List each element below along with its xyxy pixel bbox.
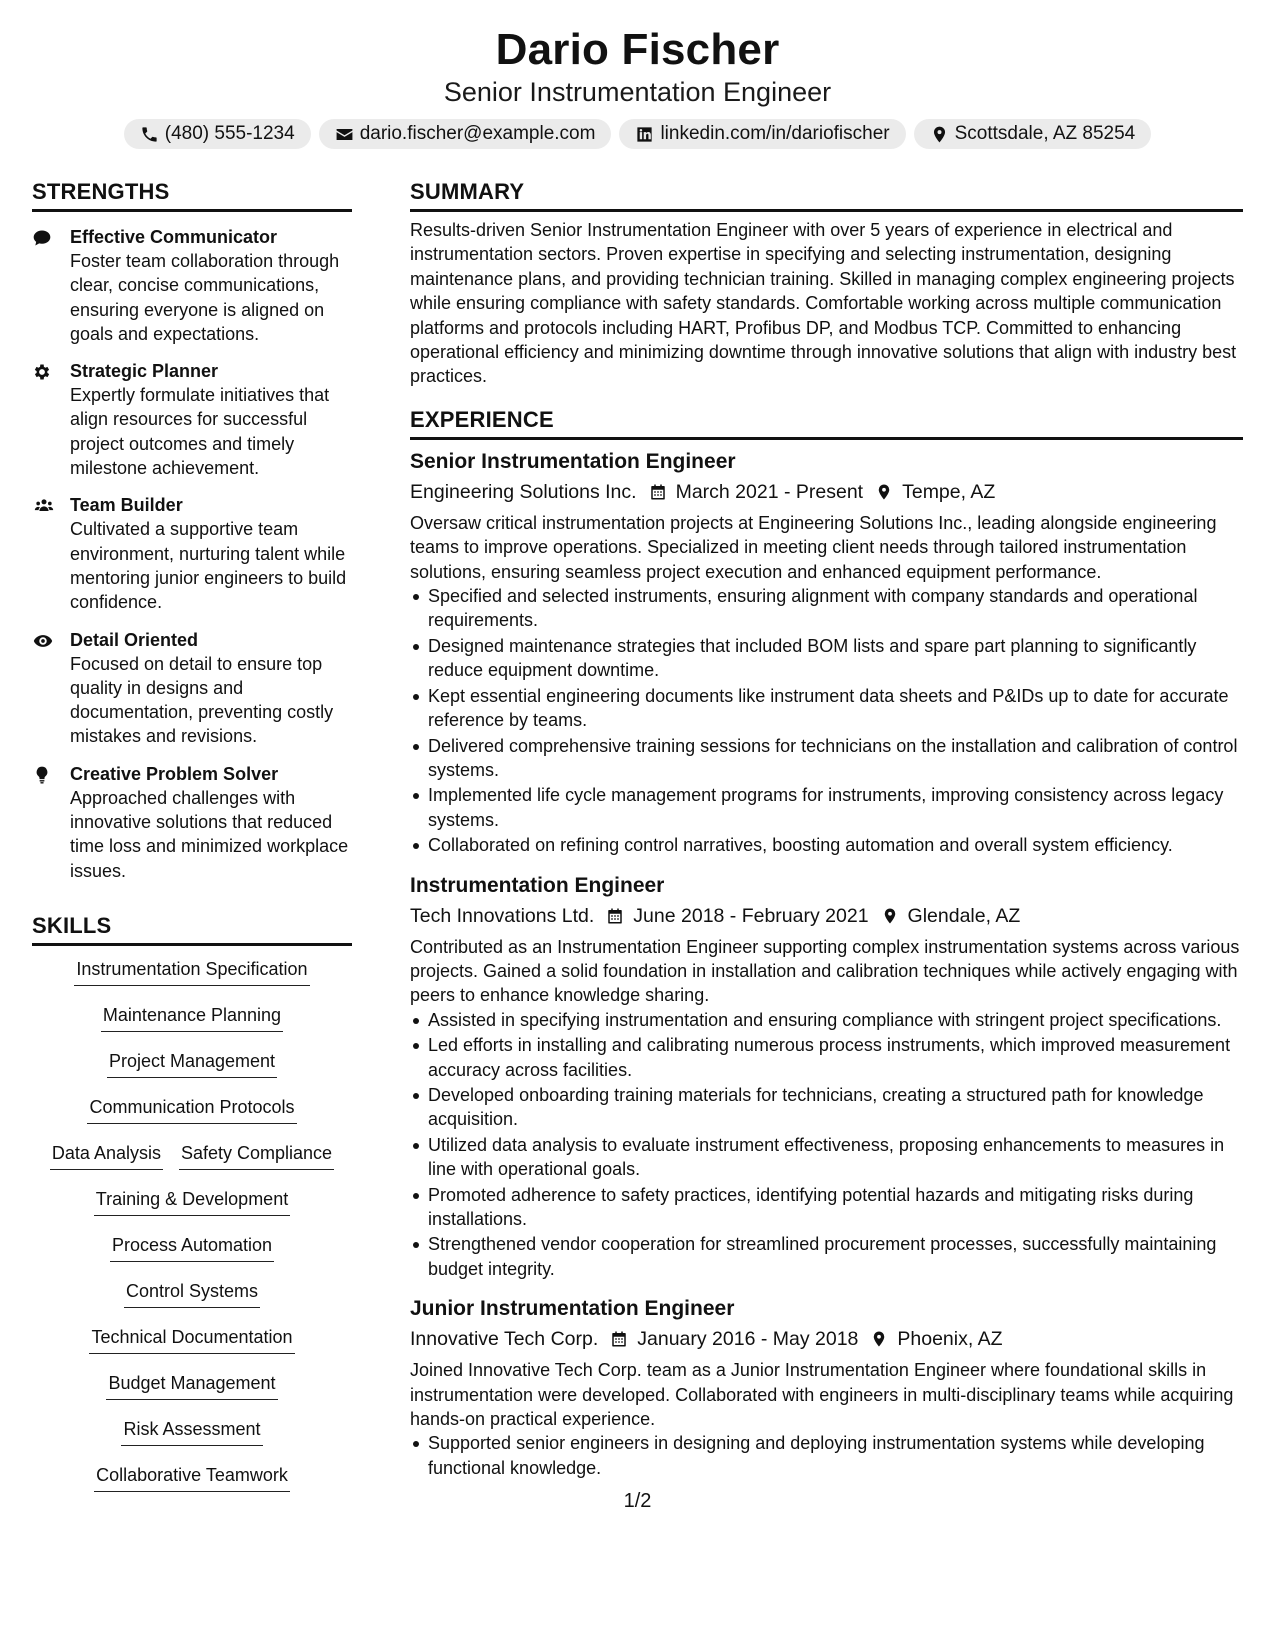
- job-company: Tech Innovations Ltd.: [410, 904, 595, 927]
- page-number: 1/2: [623, 1490, 652, 1512]
- job-location: Phoenix, AZ: [897, 1328, 1003, 1351]
- job-bullets: [410, 1008, 1243, 1281]
- calendar-icon: [606, 907, 624, 925]
- skill-tag: Project Management: [107, 1046, 277, 1078]
- envelope-icon: [335, 125, 354, 144]
- strength-item: [32, 628, 352, 749]
- job-location: Tempe, AZ: [902, 480, 996, 503]
- skill-tag: Risk Assessment: [121, 1414, 262, 1446]
- summary-text: Results-driven Senior Instrumentation Engineer with over 5 years of experience in electrical and instrumentation sectors. Proven expertise in specifying and selecting instrumentation, designing maintenance plans, and providing technician training. Skilled in managing complex engineering projects while ensuring compliance with safety standards. Comfortable working across multiple communication platforms and protocols including HART, Profibus DP, and Modbus TCP. Committed to enhancing operational efficiency and minimizing downtime through innovative solutions that align with industry best practices.: [410, 220, 1237, 387]
- job-description: Contributed as an Instrumentation Engineer supporting complex instrumentation systems across various projects. Gained a solid foundation in installation and calibration techniques while actively engaging with peers to enhance knowledge sharing.: [410, 936, 1240, 1006]
- bullet-item: Strengthened vendor cooperation for streamlined procurement processes, successfully maintaining budget integrity.: [410, 1232, 1243, 1281]
- map-pin-icon: [875, 483, 893, 501]
- skill-tag: Data Analysis: [50, 1138, 163, 1170]
- left-column: [32, 177, 352, 1506]
- job-meta: [410, 1325, 1243, 1353]
- bullet-item: Collaborated on refining control narratives, boosting automation and overall system efficiency.: [410, 833, 1243, 857]
- job-meta: [410, 902, 1243, 930]
- calendar-icon: [610, 1330, 628, 1348]
- strength-name: Team Builder: [70, 495, 183, 516]
- job-description: Oversaw critical instrumentation projects at Engineering Solutions Inc., leading alongside engineering teams to improve operations. Specialized in meeting client needs through tailored instrumentation solutions, ensuring seamless project execution and enhanced equipment performance.: [410, 512, 1217, 582]
- bullet-item: Led efforts in installing and calibrating numerous process instruments, which improved measurement accuracy across facilities.: [410, 1033, 1243, 1082]
- users-icon: [32, 496, 56, 516]
- email-text: dario.fischer@example.com: [359, 123, 596, 144]
- lightbulb-icon: [32, 765, 52, 785]
- skill-tag: Communication Protocols: [87, 1092, 296, 1124]
- experience-heading: EXPERIENCE: [410, 405, 1243, 440]
- eye-icon: [32, 631, 54, 651]
- strength-item: [32, 359, 352, 480]
- calendar-icon: [649, 483, 667, 501]
- phone-icon: [140, 125, 159, 144]
- skill-tag: Instrumentation Specification: [74, 954, 309, 986]
- job-dates: January 2016 - May 2018: [637, 1328, 859, 1351]
- strength-item: [32, 493, 352, 614]
- strength-desc: Focused on detail to ensure top quality in designs and documentation, preventing costly mistakes and revisions.: [70, 653, 334, 747]
- bullet-item: Assisted in specifying instrumentation and ensuring compliance with stringent project specifications.: [410, 1008, 1243, 1032]
- strength-desc: Cultivated a supportive team environment, nurturing talent while mentoring junior engineers to build confidence.: [70, 519, 347, 613]
- job-entry: [410, 448, 1243, 858]
- contact-bar: [0, 119, 1275, 149]
- bullet-item: Supported senior engineers in designing and deploying instrumentation systems while developing functional knowledge.: [410, 1431, 1243, 1480]
- job-dates: June 2018 - February 2021: [633, 904, 869, 927]
- linkedin-icon: [635, 125, 654, 144]
- job-description: Joined Innovative Tech Corp. team as a Junior Instrumentation Engineer where foundational skills in instrumentation were developed. Collaborated with engineers in multi-disciplinary teams while acquiring hands-on practical experience.: [410, 1360, 1234, 1430]
- phone-text: (480) 555-1234: [164, 123, 295, 144]
- contact-email[interactable]: [319, 119, 612, 149]
- skill-tag: Budget Management: [106, 1368, 277, 1400]
- speech-bubble-icon: [32, 228, 52, 248]
- bullet-item: Promoted adherence to safety practices, identifying potential hazards and mitigating risks during installations.: [410, 1183, 1243, 1232]
- resume-header: [0, 0, 1275, 149]
- strength-desc: Expertly formulate initiatives that align resources for successful project outcomes and timely milestone achievement.: [70, 385, 330, 479]
- right-column: [410, 177, 1243, 1506]
- skills-list: [32, 954, 352, 1506]
- skill-tag: Technical Documentation: [89, 1322, 294, 1354]
- strength-name: Creative Problem Solver: [70, 763, 279, 784]
- strength-name: Effective Communicator: [70, 227, 278, 247]
- strength-desc: Approached challenges with innovative solutions that reduced time loss and minimized workplace issues.: [70, 787, 349, 881]
- job-title: Senior Instrumentation Engineer: [410, 449, 736, 473]
- bullet-item: Developed onboarding training materials for technicians, creating a structured path for knowledge acquisition.: [410, 1083, 1243, 1132]
- gear-icon: [32, 362, 52, 382]
- bullet-item: Delivered comprehensive training sessions for technicians on the installation and calibration of control systems.: [410, 734, 1243, 783]
- job-bullets: [410, 1431, 1243, 1480]
- job-meta: [410, 478, 1243, 506]
- bullet-item: Implemented life cycle management programs for instruments, improving consistency across legacy systems.: [410, 783, 1243, 832]
- candidate-name: Dario Fischer: [495, 25, 780, 74]
- strength-item: [32, 225, 352, 346]
- skill-tag: Process Automation: [110, 1230, 274, 1262]
- skill-tag: Safety Compliance: [179, 1138, 334, 1170]
- strength-item: [32, 762, 352, 883]
- skill-tag: Control Systems: [124, 1276, 260, 1308]
- bullet-item: Specified and selected instruments, ensuring alignment with company standards and operational requirements.: [410, 584, 1243, 633]
- job-bullets: [410, 584, 1243, 857]
- map-pin-icon: [870, 1330, 888, 1348]
- skill-tag: Maintenance Planning: [101, 1000, 283, 1032]
- strength-desc: Foster team collaboration through clear, concise communications, ensuring everyone is aligned on goals and expectations.: [70, 251, 340, 344]
- skill-tag: Training & Development: [94, 1184, 290, 1216]
- job-entry: [410, 1295, 1243, 1480]
- job-company: Engineering Solutions Inc.: [410, 480, 637, 503]
- strength-name: Detail Oriented: [70, 629, 199, 650]
- map-pin-icon: [930, 125, 949, 144]
- summary-heading: SUMMARY: [410, 177, 1243, 212]
- contact-phone[interactable]: [124, 119, 311, 149]
- job-location: Glendale, AZ: [907, 904, 1021, 927]
- strength-name: Strategic Planner: [70, 361, 219, 382]
- job-company: Innovative Tech Corp.: [410, 1328, 599, 1351]
- job-dates: March 2021 - Present: [675, 480, 864, 503]
- bullet-item: Kept essential engineering documents like instrument data sheets and P&IDs up to date for accurate reference by teams.: [410, 684, 1243, 733]
- job-title: Junior Instrumentation Engineer: [410, 1297, 735, 1321]
- candidate-title: Senior Instrumentation Engineer: [443, 77, 832, 107]
- job-title: Instrumentation Engineer: [410, 873, 665, 897]
- strengths-heading: STRENGTHS: [32, 177, 352, 212]
- contact-linkedin[interactable]: [619, 119, 905, 149]
- linkedin-text: linkedin.com/in/dariofischer: [660, 123, 890, 144]
- bullet-item: Utilized data analysis to evaluate instrument effectiveness, proposing enhancements to measures in line with operational goals.: [410, 1133, 1243, 1182]
- job-entry: [410, 872, 1243, 1282]
- location-text: Scottsdale, AZ 85254: [954, 123, 1136, 144]
- bullet-item: Designed maintenance strategies that included BOM lists and spare part planning to significantly reduce equipment downtime.: [410, 634, 1243, 683]
- map-pin-icon: [881, 907, 899, 925]
- skill-tag: Collaborative Teamwork: [94, 1460, 290, 1492]
- contact-location: [914, 119, 1152, 149]
- skills-heading: SKILLS: [32, 911, 352, 946]
